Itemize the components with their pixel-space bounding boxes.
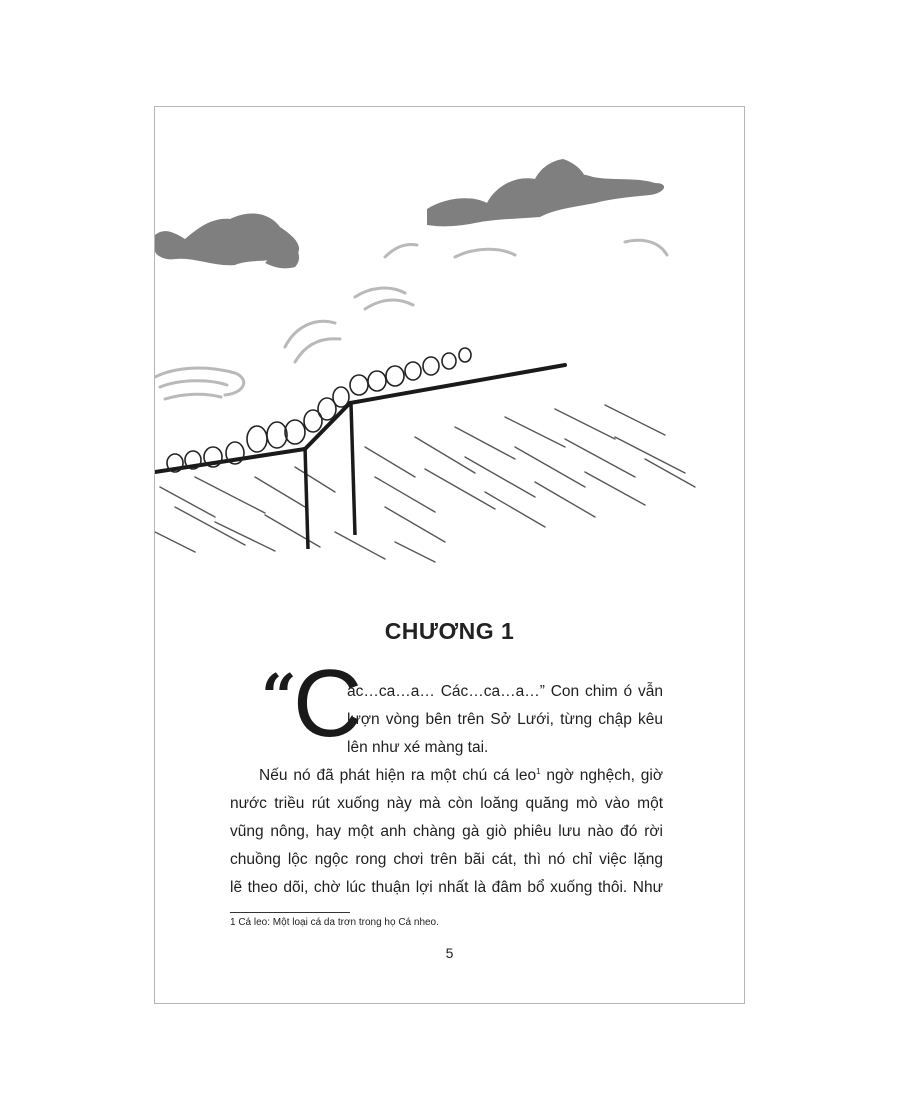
chapter-title: CHƯƠNG 1 (384, 618, 515, 644)
paragraph-1-line-1: ác…ca…a… Các…ca…a…” Con chim ó vẫn (347, 683, 663, 700)
paragraph-1-line-2: lượn vòng bên trên Sở Lưới, từng chập kêu (347, 711, 663, 728)
barbed-wire-fence-illustration (155, 147, 744, 567)
fence-post-right (351, 404, 355, 535)
barbed-wire-coils (167, 348, 471, 472)
page-number: 5 (445, 945, 454, 961)
paragraph-1-line-3: lên như xé màng tai. (347, 739, 489, 756)
paragraph-2-line-1 (259, 766, 663, 786)
ground-hatching (155, 405, 695, 562)
paragraph-2-line-1-end: ngờ nghệch, giờ (540, 767, 663, 784)
paragraph-2-line-3: vũng nông, hay một anh chàng gà giò phiêu lưu nào đó rời (230, 823, 663, 840)
drop-cap (259, 650, 363, 757)
paragraph-2-line-4: chuồng lộc ngộc rong chơi trên bãi cát, thì nó chỉ việc lặng (230, 851, 663, 868)
fence-post-left (305, 447, 308, 549)
footnote: 1 Cá leo: Một loại cá da trơn trong họ Cá nheo. (230, 917, 439, 928)
paragraph-2-line-2: nước triều rút xuống này mà còn loăng quăng mò vào một (230, 795, 663, 812)
dark-cloud-shapes (155, 159, 664, 268)
paragraph-2-line-1-start: Nếu nó đã phát hiện ra một chú cá leo (259, 767, 537, 784)
footnote-marker: 1 (536, 766, 541, 776)
drop-cap-letter: C (293, 650, 363, 757)
footnote-divider (230, 912, 350, 913)
drop-cap-quote: “ (261, 660, 297, 733)
paragraph-2-line-5: lẽ theo dõi, chờ lúc thuận lợi nhất là đâm bổ xuống thôi. Như (230, 879, 663, 896)
book-page (154, 106, 745, 1004)
